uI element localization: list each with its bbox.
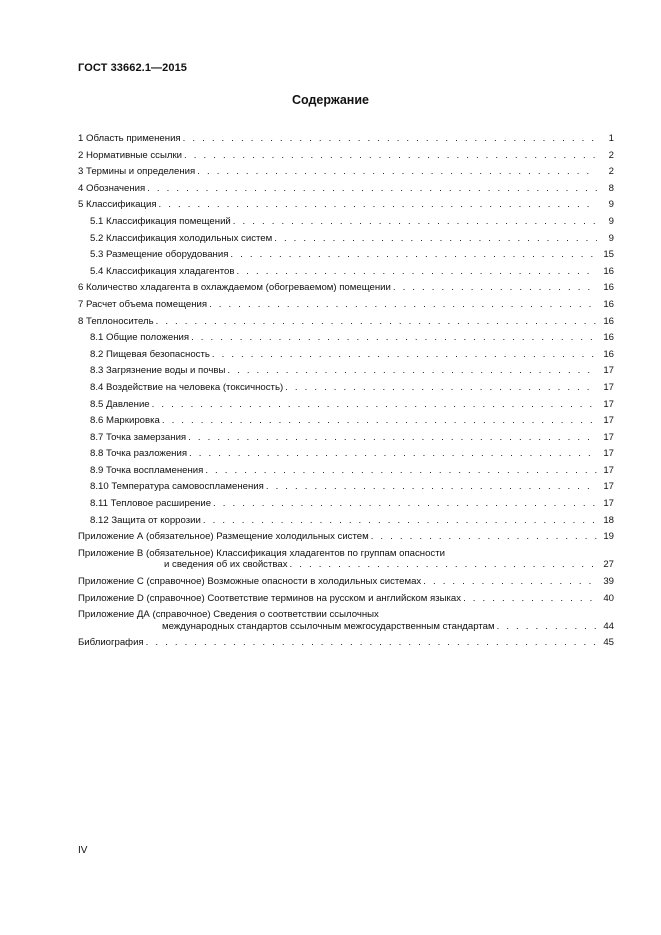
toc-leader-dots (233, 214, 597, 231)
toc-leader-dots (188, 430, 597, 447)
toc-entry-title: 1 Область применения (78, 133, 181, 144)
toc-entry-title: 8.12 Защита от коррозии (90, 514, 201, 526)
toc-entry-title: Приложение А (обязательное) Размещение холодильных систем (78, 531, 369, 543)
toc-entry-title: Библиография (78, 637, 144, 649)
toc-entry-title: 4 Обозначения (78, 182, 146, 194)
toc-leader-dots (209, 297, 597, 314)
toc-entry-title: Приложение D (справочное) Соответствие терминов на русском и английском языках (78, 592, 462, 604)
toc-entry[interactable] (78, 148, 614, 165)
toc-entry-page: 16 (603, 265, 614, 277)
page-title: Содержание (291, 93, 369, 107)
toc-entry-page: 9 (608, 199, 614, 211)
toc-entry-title: и сведения об их свойствах (164, 559, 288, 571)
toc-leader-dots (162, 413, 597, 430)
toc-subentry[interactable] (78, 330, 614, 347)
table-of-contents (78, 131, 614, 652)
toc-entry-page: 16 (603, 332, 614, 344)
toc-subentry[interactable] (78, 363, 614, 380)
toc-entry-title: 3 Термины и определения (78, 166, 196, 178)
toc-entry-title: 8.7 Точка замерзания (90, 431, 187, 443)
toc-subentry[interactable] (78, 479, 614, 496)
toc-entry-title: 5.4 Классификация хладагентов (90, 265, 235, 277)
toc-leader-dots (497, 619, 597, 636)
toc-leader-dots (146, 635, 597, 652)
toc-entry-title: Приложение С (справочное) Возможные опасности в холодильных системах (78, 576, 422, 588)
toc-subentry[interactable] (78, 496, 614, 513)
toc-entry-page: 1 (608, 133, 614, 144)
toc-entry-page: 40 (603, 592, 614, 604)
toc-entry-appendix-b[interactable] (78, 546, 614, 558)
toc-leader-dots (147, 181, 597, 198)
toc-entry-title: 8.3 Загрязнение воды и почвы (90, 365, 226, 377)
toc-subentry[interactable] (78, 231, 614, 248)
toc-entry-page: 17 (603, 415, 614, 427)
toc-entry-bibliography[interactable] (78, 635, 614, 652)
toc-entry-page: 2 (608, 166, 614, 178)
toc-entry[interactable] (78, 297, 614, 314)
toc-subentry[interactable] (78, 413, 614, 430)
toc-entry-page: 39 (603, 576, 614, 588)
toc-subentry[interactable] (78, 380, 614, 397)
toc-subentry[interactable] (78, 397, 614, 414)
toc-leader-dots (290, 557, 598, 574)
toc-entry-title: 8.1 Общие положения (90, 332, 190, 344)
toc-entry[interactable] (78, 164, 614, 181)
page-number: IV (78, 845, 88, 856)
toc-entry-page: 16 (603, 282, 614, 294)
toc-leader-dots (159, 197, 597, 214)
toc-entry-appendix-d[interactable] (78, 591, 614, 608)
toc-leader-dots (237, 264, 598, 281)
toc-subentry[interactable] (78, 247, 614, 264)
toc-leader-dots (371, 529, 597, 546)
toc-entry-title: 6 Количество хладагента в охлаждаемом (обогреваемом) помещении (78, 282, 391, 294)
toc-entry-title: 8 Теплоноситель (78, 315, 154, 327)
toc-entry-title: 8.10 Температура самовоспламенения (90, 481, 264, 493)
toc-entry-page: 17 (603, 464, 614, 476)
toc-entry-title: 5.1 Классификация помещений (90, 215, 231, 227)
toc-entry-page: 44 (603, 620, 614, 632)
toc-entry-page: 16 (603, 315, 614, 327)
toc-subentry[interactable] (78, 446, 614, 463)
toc-entry-page: 45 (603, 637, 614, 649)
toc-entry-title: 8.11 Тепловое расширение (90, 498, 212, 510)
toc-entry-title: Приложение В (обязательное) Классификация хладагентов по группам опасности (78, 547, 445, 559)
toc-entry-page: 17 (603, 448, 614, 460)
toc-subentry[interactable] (78, 513, 614, 530)
toc-entry-page: 17 (603, 365, 614, 377)
toc-entry-page: 17 (603, 398, 614, 410)
toc-leader-dots (230, 247, 597, 264)
toc-leader-dots (197, 164, 597, 181)
toc-leader-dots (393, 280, 597, 297)
toc-entry-page: 16 (603, 298, 614, 310)
toc-subentry[interactable] (78, 463, 614, 480)
toc-entry-title: 5.2 Классификация холодильных систем (90, 232, 273, 244)
toc-entry-page: 17 (603, 498, 614, 510)
toc-entry-appendix-a[interactable] (78, 529, 614, 546)
toc-leader-dots (285, 380, 597, 397)
toc-entry-title: 8.6 Маркировка (90, 415, 160, 427)
toc-entry-page: 18 (603, 514, 614, 526)
toc-leader-dots (152, 397, 597, 414)
toc-entry-page: 8 (608, 182, 614, 194)
toc-subentry[interactable] (78, 264, 614, 281)
toc-entry-page: 27 (603, 559, 614, 571)
toc-subentry[interactable] (78, 347, 614, 364)
document-code: ГОСТ 33662.1—2015 (78, 62, 188, 74)
toc-entry[interactable] (78, 314, 614, 331)
toc-leader-dots (189, 446, 597, 463)
toc-leader-dots (156, 314, 597, 331)
toc-entry-title: 7 Расчет объема помещения (78, 298, 208, 310)
toc-entry-appendix-da[interactable] (78, 607, 614, 619)
toc-entry[interactable] (78, 197, 614, 214)
toc-leader-dots (423, 574, 597, 591)
toc-leader-dots (227, 363, 597, 380)
toc-entry-page: 17 (603, 481, 614, 493)
toc-entry-page: 9 (608, 232, 614, 244)
toc-leader-dots (183, 131, 597, 148)
toc-entry-appendix-c[interactable] (78, 574, 614, 591)
toc-leader-dots (463, 591, 597, 608)
toc-leader-dots (184, 148, 597, 165)
toc-leader-dots (266, 479, 597, 496)
toc-entry-page: 15 (603, 249, 614, 261)
toc-subentry[interactable] (78, 430, 614, 447)
toc-entry-page: 2 (608, 149, 614, 161)
toc-entry-title: 8.2 Пищевая безопасность (90, 348, 210, 360)
toc-subentry[interactable] (78, 214, 614, 231)
toc-entry-page: 9 (608, 215, 614, 227)
toc-entry-title: 5.3 Размещение оборудования (90, 249, 229, 261)
toc-entry[interactable] (78, 181, 614, 198)
toc-leader-dots (212, 347, 597, 364)
toc-entry-title: 8.5 Давление (90, 398, 150, 410)
toc-leader-dots (191, 330, 597, 347)
toc-entry-title: 8.4 Воздействие на человека (токсичность) (90, 381, 284, 393)
toc-leader-dots (203, 513, 597, 530)
toc-entry-title: международных стандартов ссылочным межгосударственным стандартам (162, 620, 495, 632)
toc-entry-page: 17 (603, 381, 614, 393)
toc-entry-title: Приложение ДА (справочное) Сведения о соответствии ссылочных (78, 609, 379, 621)
toc-entry-title: 2 Нормативные ссылки (78, 149, 183, 161)
toc-entry-page: 17 (603, 431, 614, 443)
toc-entry-title: 5 Классификация (78, 199, 157, 211)
toc-entry-page: 19 (603, 531, 614, 543)
toc-leader-dots (274, 231, 597, 248)
toc-entry[interactable] (78, 131, 614, 148)
toc-leader-dots (213, 496, 597, 513)
toc-entry-title: 8.8 Точка разложения (90, 448, 188, 460)
toc-entry-title: 8.9 Точка воспламенения (90, 464, 204, 476)
toc-leader-dots (205, 463, 597, 480)
toc-entry[interactable] (78, 280, 614, 297)
toc-entry-page: 16 (603, 348, 614, 360)
